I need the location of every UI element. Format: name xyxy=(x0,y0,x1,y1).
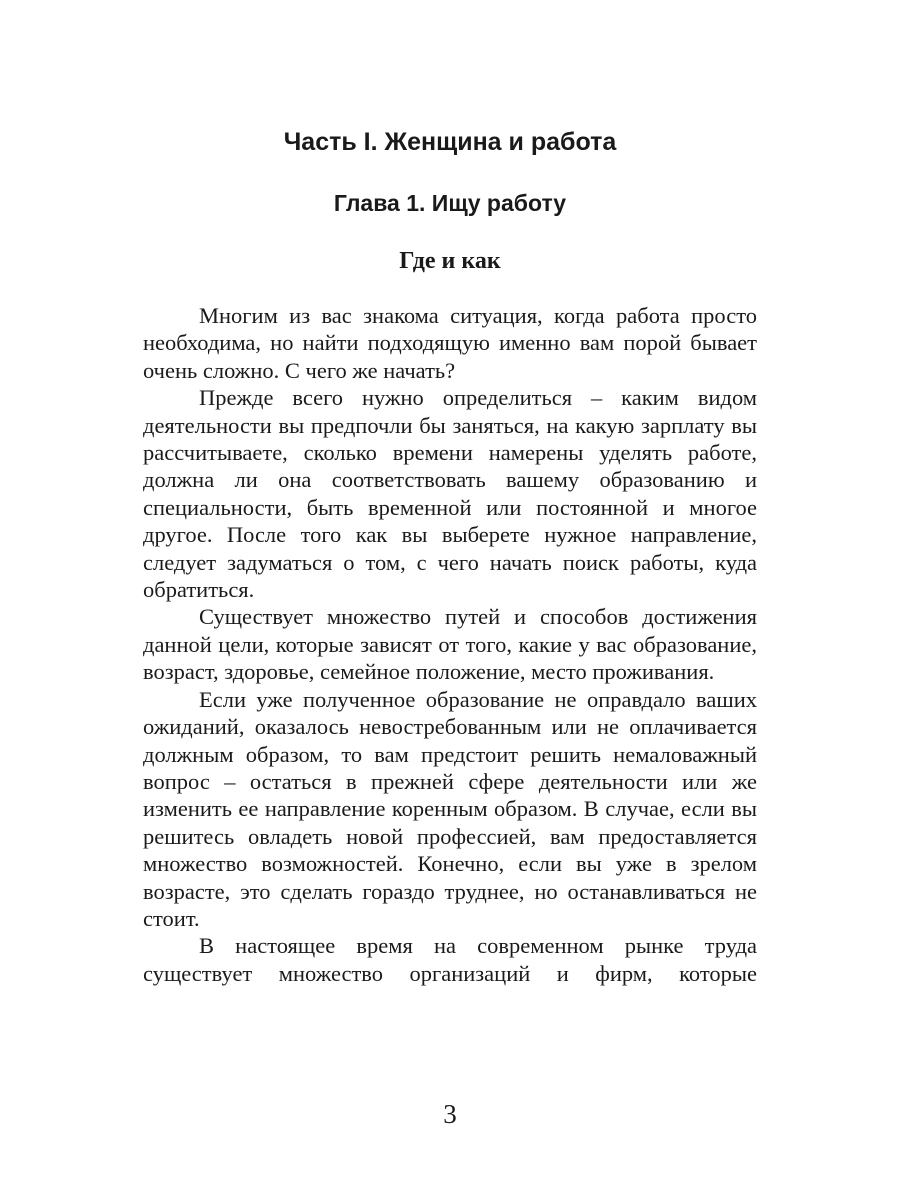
part-title: Часть I. Женщина и работа xyxy=(283,128,617,156)
page-number: 3 xyxy=(443,1099,457,1129)
paragraph: Если уже полученное образование не оправдало ваших ожиданий, оказалось невостребованным или не оплачивается должным образом, то вам предстоит решить немаловажный вопрос – остаться в прежней сфере деятельности или же изменить ее направление коренным образом. В случае, если вы решитесь овладеть новой профессией, вам предоставляется множество возможностей. Конечно, если вы уже в зрелом возрасте, это сделать гораздо труднее, но останавливаться не стоит. xyxy=(143,686,757,931)
paragraph: Прежде всего нужно определиться – каким видом деятельности вы предпочли бы заняться, на какую зарплату вы рассчитываете, сколько времени намерены уделять работе, должна ли она соответствовать вашему образованию и специальности, быть временной или постоянной и многое другое. После того как вы выберете нужное направление, следует задуматься о том, с чего начать поиск работы, куда обратиться. xyxy=(143,385,757,603)
chapter-title: Глава 1. Ищу работу xyxy=(333,190,567,216)
paragraph: Существует множество путей и способов достижения данной цели, которые зависят от того, какие у вас образование, возраст, здоровье, семейное положение, место проживания. xyxy=(143,604,757,685)
section-title: Где и как xyxy=(399,248,501,274)
body-text xyxy=(143,302,757,987)
paragraph: Многим из вас знакома ситуация, когда работа просто необходима, но найти подходящую именно вам порой бывает очень сложно. С чего же начать? xyxy=(143,303,757,383)
paragraph: В настоящее время на современном рынке труда существует множество организаций и фирм, которые xyxy=(143,933,757,986)
